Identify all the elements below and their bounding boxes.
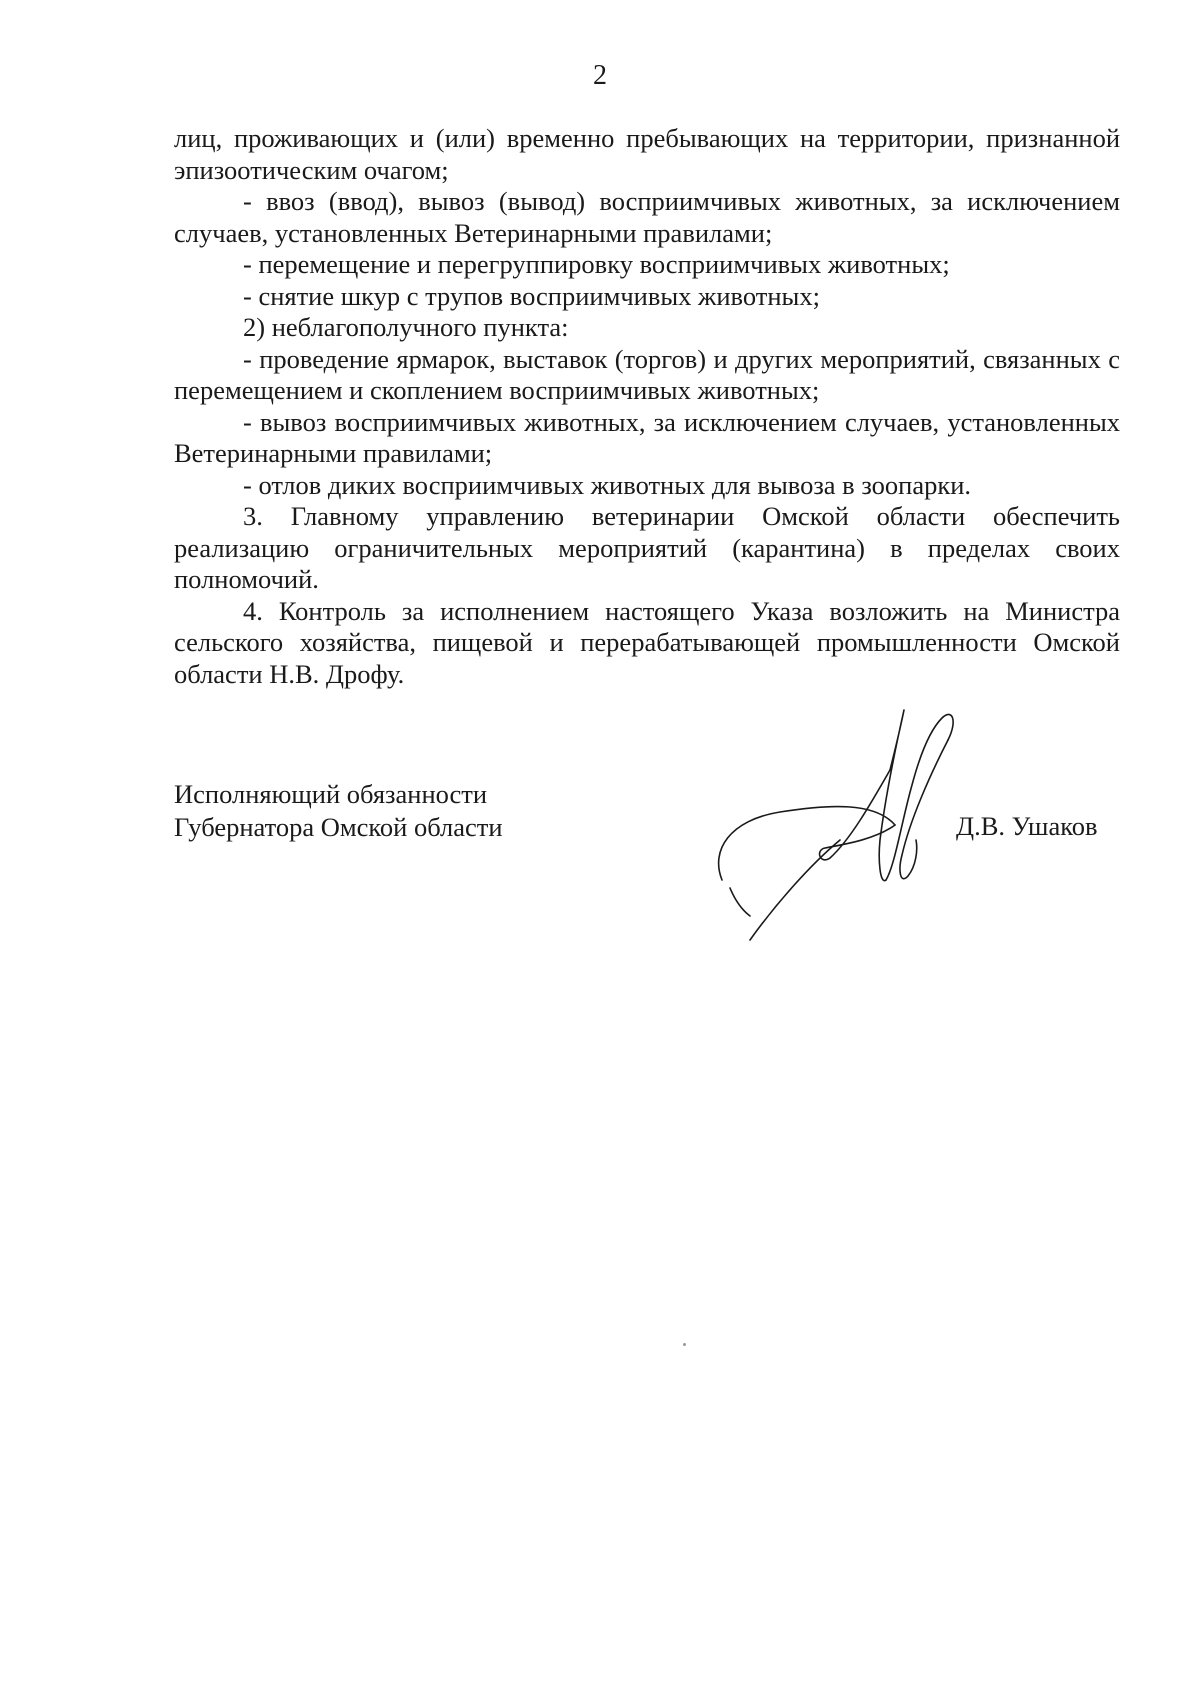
paragraph: 4. Контроль за исполнением настоящего Указа возложить на Министра сельского хозяйства, пищевой и перерабатывающей промышленности Омской области Н.В. Дрофу.	[174, 595, 1120, 689]
paragraph: - проведение ярмарок, выставок (торгов) и других мероприятий, связанных с перемещением и скоплением восприимчивых животных;	[174, 343, 1120, 405]
signatory-position-line: Исполняющий обязанности	[174, 779, 488, 809]
paragraph: - отлов диких восприимчивых животных для вывоза в зоопарки.	[243, 469, 972, 500]
scan-speck	[683, 1343, 686, 1346]
paragraph: 2) неблагополучного пункта:	[243, 312, 569, 342]
paragraph: - перемещение и перегруппировку восприимчивых животных;	[243, 249, 950, 279]
paragraph: - вывоз восприимчивых животных, за исключением случаев, установленных Ветеринарными правилами;	[174, 406, 1120, 468]
paragraph: - ввоз (ввод), вывоз (вывод) восприимчивых животных, за исключением случаев, установленных Ветеринарными правилами;	[174, 186, 1120, 248]
paragraph: - снятие шкур с трупов восприимчивых животных;	[243, 280, 820, 311]
signatory-position-line: Губернатора Омской области	[174, 812, 503, 842]
paragraph: 3. Главному управлению ветеринарии Омской области обеспечить реализацию ограничительных мероприятий (карантина) в пределах своих полномочий.	[174, 501, 1120, 594]
paragraph: лиц, проживающих и (или) временно пребывающих на территории, признанной эпизоотическим очагом;	[174, 123, 1120, 185]
signer-name: Д.В. Ушаков	[956, 811, 1098, 841]
signatory-position	[174, 778, 503, 844]
page-number: 2	[593, 60, 607, 91]
document-body	[174, 123, 1120, 690]
